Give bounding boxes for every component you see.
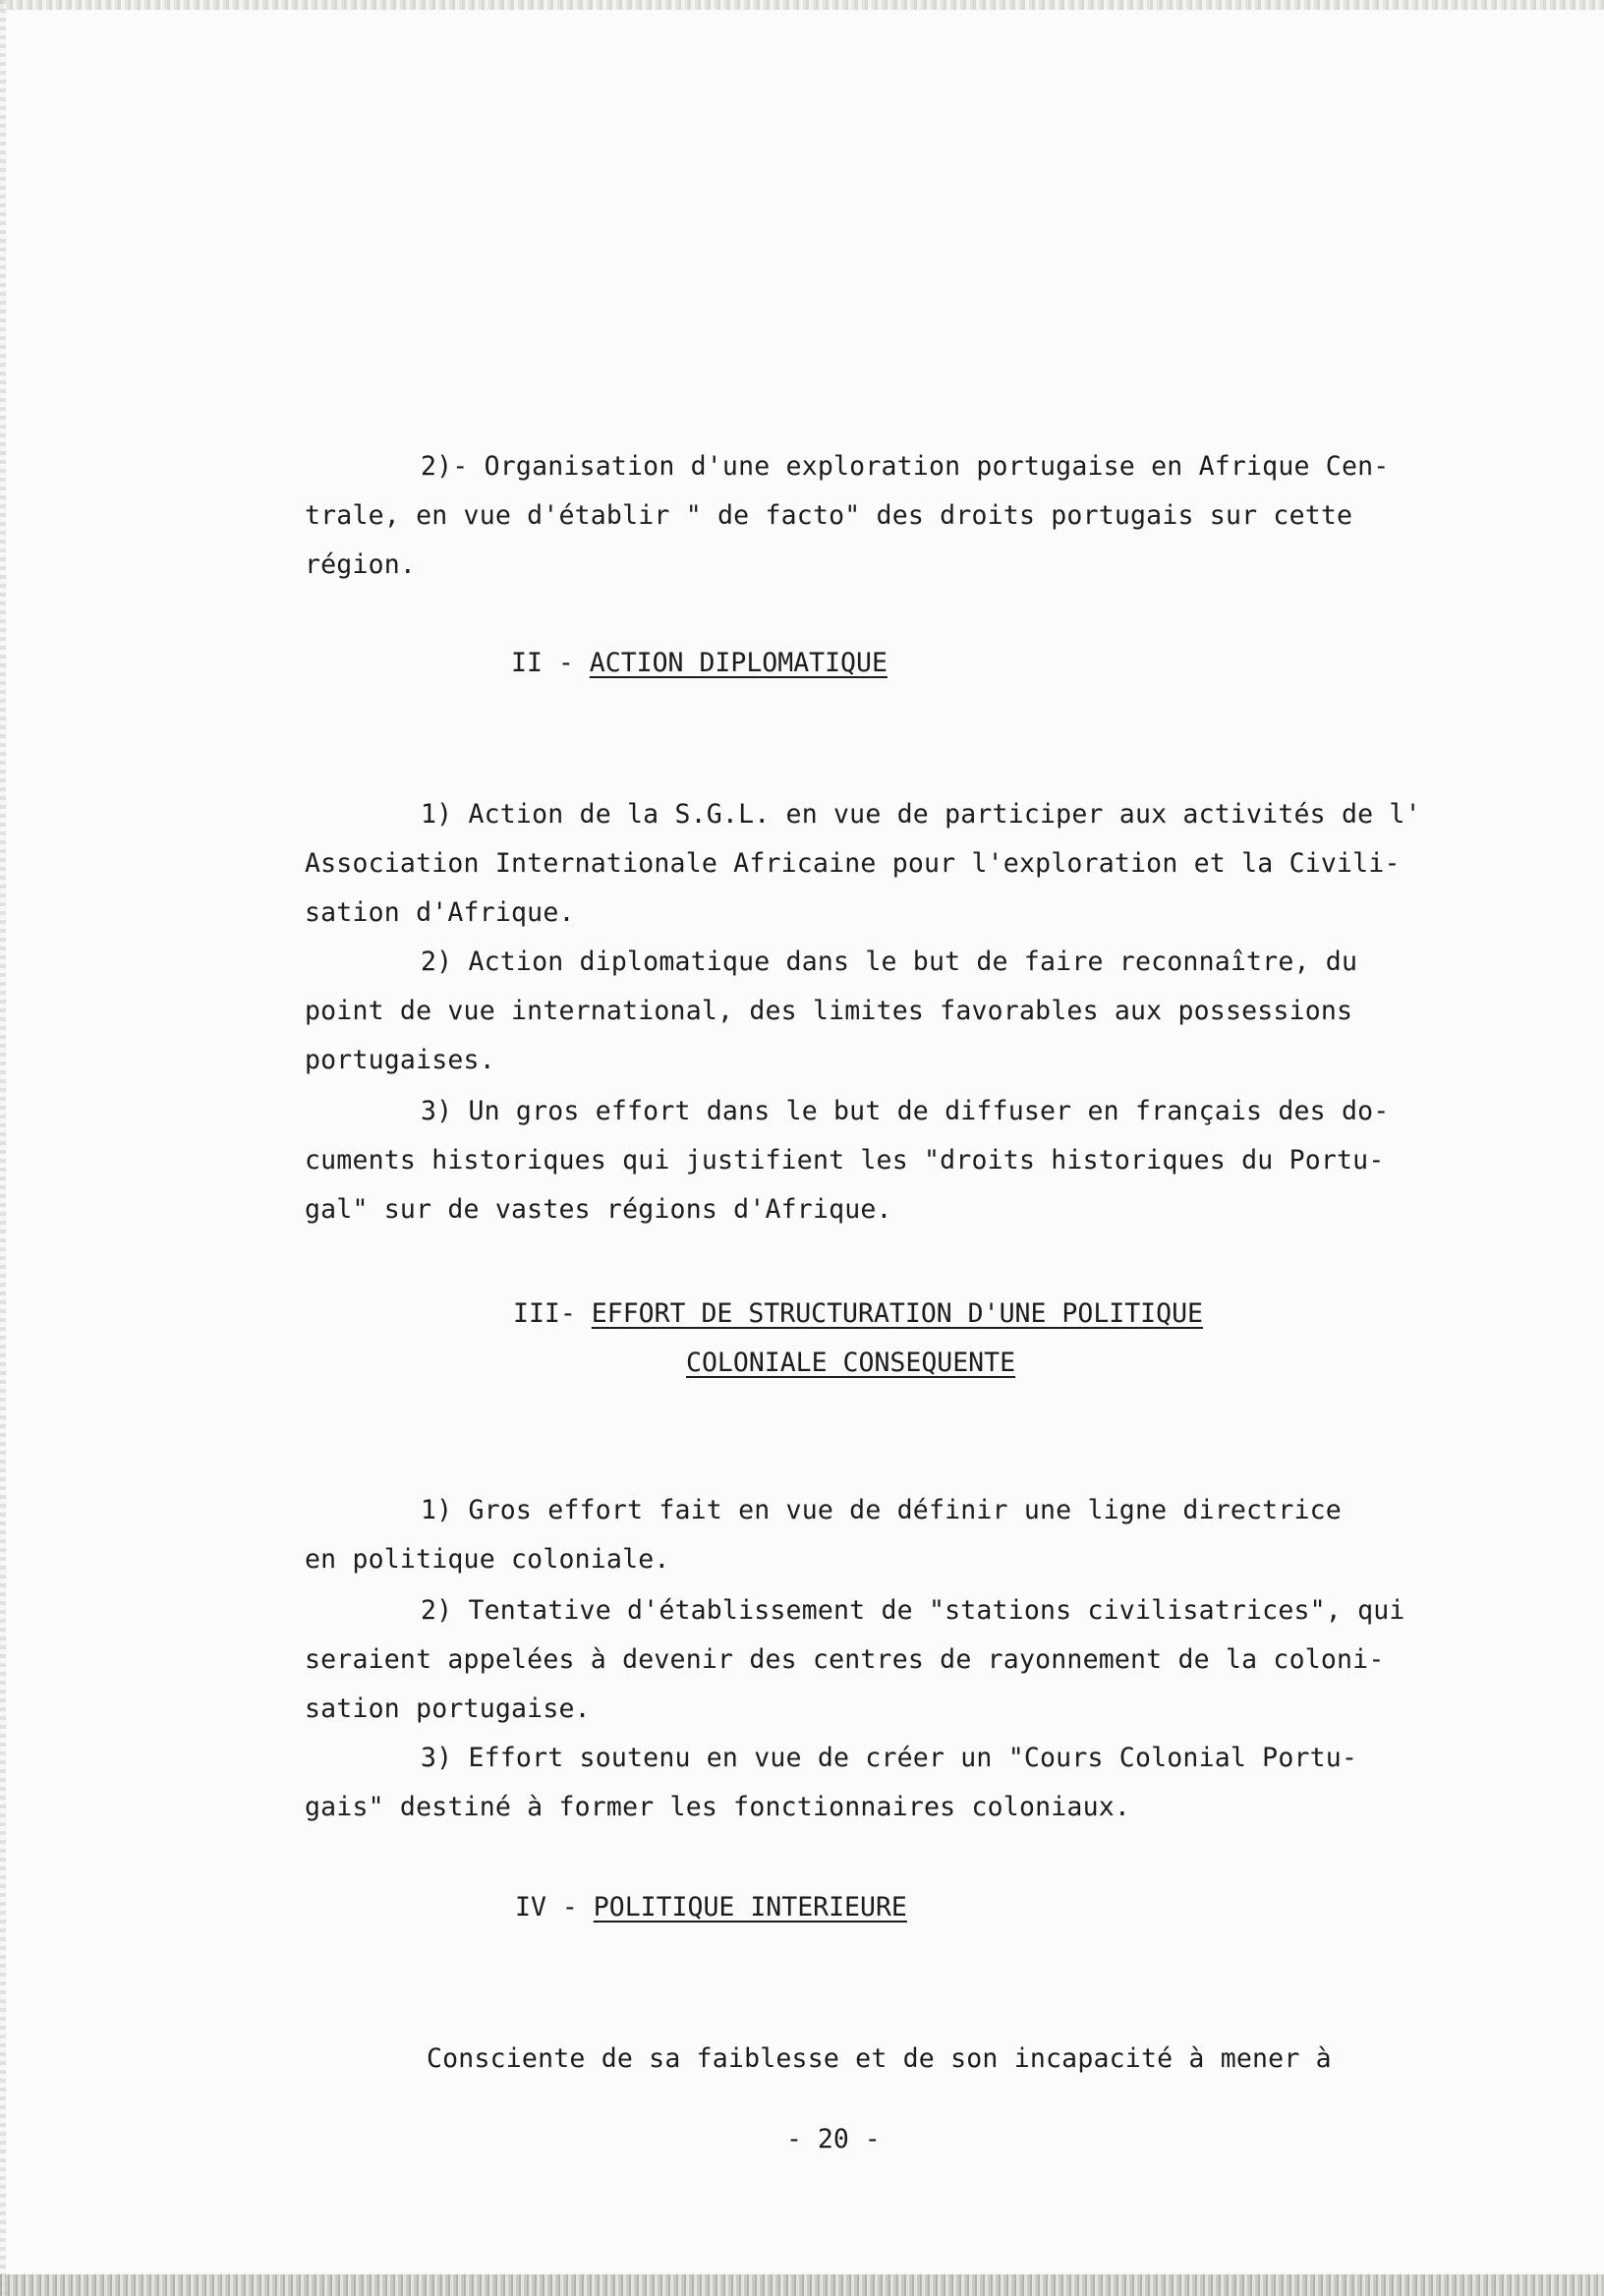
- text-line: point de vue international, des limites favorables aux possessions: [305, 996, 1353, 1026]
- scan-edge-top: [0, 0, 1604, 10]
- text-line: sation portugaise.: [305, 1693, 591, 1724]
- heading-title: POLITIQUE INTERIEURE: [593, 1892, 907, 1923]
- text-line: gais" destiné à former les fonctionnaires coloniaux.: [305, 1792, 1131, 1822]
- section-heading-4: [515, 1891, 907, 1924]
- heading-title: ACTION DIPLOMATIQUE: [589, 648, 888, 678]
- text-line: 1) Gros effort fait en vue de définir une ligne directrice: [421, 1495, 1342, 1525]
- text-line: 3) Effort soutenu en vue de créer un "Cours Colonial Portu-: [421, 1743, 1358, 1773]
- text-line: région.: [305, 549, 417, 580]
- text-line: 2) Tentative d'établissement de "stations civilisatrices", qui: [421, 1595, 1405, 1626]
- text-line: Consciente de sa faiblesse et de son incapacité à mener à: [427, 2043, 1332, 2074]
- heading-title-line-2: COLONIALE CONSEQUENTE: [686, 1348, 1016, 1378]
- text-line: 1) Action de la S.G.L. en vue de participer aux activités de l': [421, 799, 1421, 830]
- text-line: portugaises.: [305, 1045, 495, 1075]
- text-line: gal" sur de vastes régions d'Afrique.: [305, 1194, 892, 1225]
- heading-number: IV -: [515, 1892, 594, 1923]
- text-line: 3) Un gros effort dans le but de diffuser en français des do-: [421, 1096, 1390, 1126]
- text-line: trale, en vue d'établir " de facto" des droits portugais sur cette: [305, 500, 1353, 531]
- section-heading-3-continued: [686, 1347, 1015, 1380]
- section-heading-3: [513, 1297, 1203, 1331]
- section-heading-2: [511, 647, 888, 680]
- scan-edge-left: [0, 0, 6, 2296]
- scan-edge-bottom: [0, 2274, 1604, 2296]
- text-line: 2) Action diplomatique dans le but de faire reconnaître, du: [421, 947, 1358, 977]
- heading-title-line-1: EFFORT DE STRUCTURATION D'UNE POLITIQUE: [591, 1298, 1204, 1329]
- text-line: cuments historiques qui justifient les "droits historiques du Portu-: [305, 1145, 1385, 1176]
- text-line: en politique coloniale.: [305, 1544, 670, 1575]
- heading-number: III-: [513, 1298, 592, 1329]
- page-number: - 20 -: [786, 2124, 881, 2154]
- text-line: sation d'Afrique.: [305, 897, 575, 928]
- text-line: seraient appelées à devenir des centres de rayonnement de la coloni-: [305, 1644, 1385, 1675]
- text-line: Association Internationale Africaine pour l'exploration et la Civili-: [305, 848, 1401, 879]
- text-line: 2)- Organisation d'une exploration portugaise en Afrique Cen-: [421, 451, 1390, 482]
- heading-number: II -: [511, 648, 590, 678]
